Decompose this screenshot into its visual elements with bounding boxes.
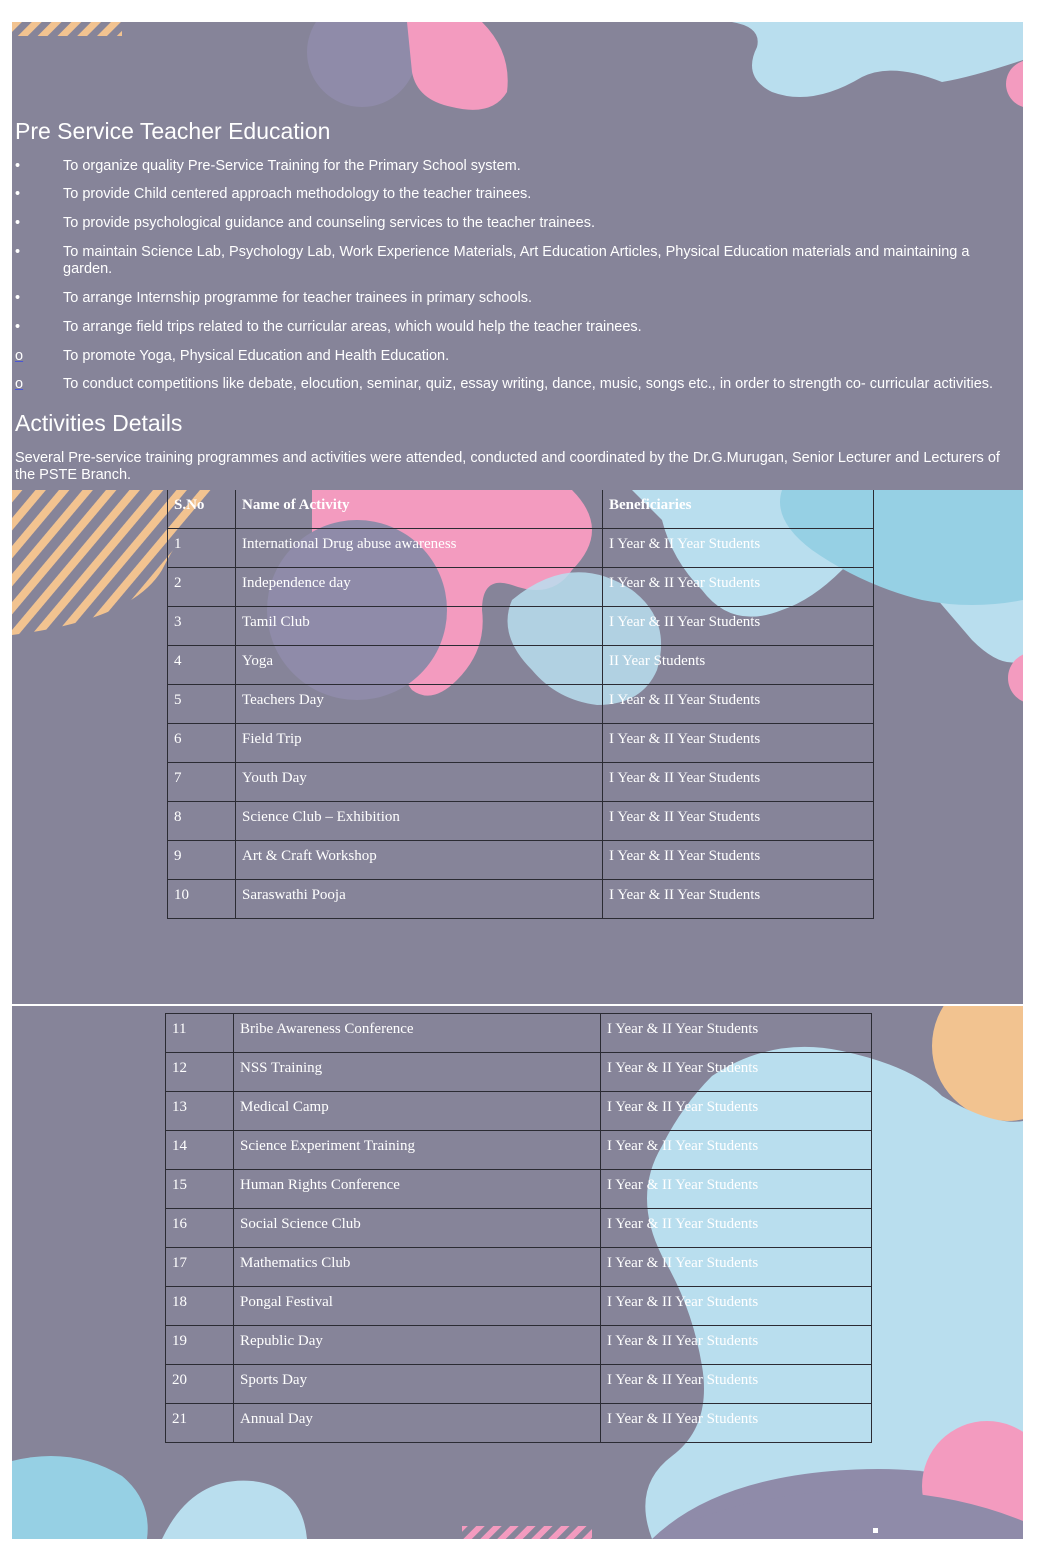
table-row [166, 1287, 872, 1326]
header-beneficiaries: Beneficiaries [603, 490, 874, 529]
cell-beneficiaries: I Year & II Year Students [601, 1287, 872, 1326]
table-row [166, 1404, 872, 1443]
sub-bullet-marker: o [15, 376, 24, 392]
table-row [166, 1131, 872, 1170]
cell-sno: 8 [168, 802, 236, 841]
cell-sno: 21 [166, 1404, 234, 1443]
cell-sno: 7 [168, 763, 236, 802]
table-row [168, 607, 874, 646]
cell-sno: 3 [168, 607, 236, 646]
header-sno: S.No [168, 490, 236, 529]
bullet-marker: • [15, 244, 21, 260]
table-row [168, 568, 874, 607]
cell-sno: 4 [168, 646, 236, 685]
bullet-marker: • [15, 215, 21, 231]
cell-beneficiaries: I Year & II Year Students [601, 1014, 872, 1053]
cell-activity: Independence day [236, 568, 603, 607]
page-panel-bottom [12, 1006, 1023, 1539]
cell-activity: NSS Training [234, 1053, 601, 1092]
page-title: Pre Service Teacher Education [15, 118, 331, 144]
table-row [168, 685, 874, 724]
cell-activity: Bribe Awareness Conference [234, 1014, 601, 1053]
cell-activity: Pongal Festival [234, 1287, 601, 1326]
table-row [166, 1092, 872, 1131]
cell-beneficiaries: I Year & II Year Students [601, 1209, 872, 1248]
objective-text: To arrange field trips related to the curricular areas, which would help the teacher trainees. [63, 319, 642, 335]
header-activity: Name of Activity [236, 490, 603, 529]
cell-beneficiaries: I Year & II Year Students [603, 802, 874, 841]
table-row [166, 1365, 872, 1404]
cell-activity: Mathematics Club [234, 1248, 601, 1287]
activities-table-part-1 [167, 490, 874, 919]
cell-sno: 13 [166, 1092, 234, 1131]
cell-beneficiaries: I Year & II Year Students [603, 841, 874, 880]
cell-sno: 19 [166, 1326, 234, 1365]
cell-activity: Field Trip [236, 724, 603, 763]
cell-sno: 20 [166, 1365, 234, 1404]
cell-sno: 18 [166, 1287, 234, 1326]
cell-beneficiaries: I Year & II Year Students [603, 685, 874, 724]
page-panel-middle [12, 490, 1023, 1004]
cell-activity: Saraswathi Pooja [236, 880, 603, 919]
objective-text: To promote Yoga, Physical Education and Health Education. [63, 348, 450, 364]
cell-sno: 12 [166, 1053, 234, 1092]
cell-activity: Yoga [236, 646, 603, 685]
cell-sno: 15 [166, 1170, 234, 1209]
table-resize-handle[interactable] [873, 1528, 878, 1533]
cell-beneficiaries: I Year & II Year Students [601, 1404, 872, 1443]
table-header-row [168, 490, 874, 529]
page-panel-top [12, 22, 1023, 490]
cell-beneficiaries: I Year & II Year Students [603, 763, 874, 802]
cell-beneficiaries: I Year & II Year Students [601, 1131, 872, 1170]
cell-activity: Science Experiment Training [234, 1131, 601, 1170]
cell-beneficiaries: I Year & II Year Students [603, 568, 874, 607]
objective-text: To provide psychological guidance and counseling services to the teacher trainees. [63, 215, 595, 231]
cell-sno: 1 [168, 529, 236, 568]
table-row [168, 529, 874, 568]
cell-beneficiaries: I Year & II Year Students [601, 1170, 872, 1209]
table-row [168, 763, 874, 802]
table-row [166, 1209, 872, 1248]
cell-beneficiaries: I Year & II Year Students [601, 1365, 872, 1404]
objective-text: To organize quality Pre-Service Training for the Primary School system. [63, 158, 521, 174]
cell-sno: 2 [168, 568, 236, 607]
bullet-marker: • [15, 186, 21, 202]
activities-intro: Several Pre-service training programmes and activities were attended, conducted and coordinated by the Dr.G.Murugan, Senior Lecturer and Lecturers of the PSTE Branch. [15, 450, 1000, 483]
cell-activity: Tamil Club [236, 607, 603, 646]
cell-activity: Sports Day [234, 1365, 601, 1404]
table-row [166, 1170, 872, 1209]
table-row [168, 880, 874, 919]
cell-activity: Youth Day [236, 763, 603, 802]
table-row [168, 841, 874, 880]
table-row [166, 1326, 872, 1365]
objective-text: To arrange Internship programme for teacher trainees in primary schools. [63, 290, 533, 306]
cell-beneficiaries: I Year & II Year Students [603, 724, 874, 763]
cell-beneficiaries: II Year Students [603, 646, 874, 685]
cell-activity: Medical Camp [234, 1092, 601, 1131]
cell-activity: Annual Day [234, 1404, 601, 1443]
cell-activity: Social Science Club [234, 1209, 601, 1248]
activities-table-part-2 [165, 1013, 872, 1443]
cell-sno: 5 [168, 685, 236, 724]
cell-beneficiaries: I Year & II Year Students [601, 1326, 872, 1365]
cell-activity: Art & Craft Workshop [236, 841, 603, 880]
cell-sno: 11 [166, 1014, 234, 1053]
objective-text: To conduct competitions like debate, elocution, seminar, quiz, essay writing, dance, music, songs etc., in order to strength co- curricular activities. [63, 376, 994, 392]
cell-beneficiaries: I Year & II Year Students [601, 1092, 872, 1131]
table-row [166, 1053, 872, 1092]
cell-beneficiaries: I Year & II Year Students [601, 1053, 872, 1092]
cell-beneficiaries: I Year & II Year Students [603, 529, 874, 568]
cell-sno: 16 [166, 1209, 234, 1248]
cell-sno: 17 [166, 1248, 234, 1287]
cell-sno: 14 [166, 1131, 234, 1170]
cell-sno: 10 [168, 880, 236, 919]
objective-text: To maintain Science Lab, Psychology Lab, Work Experience Materials, Art Education Articles, Physical Education materials and maintaining a garden. [63, 244, 970, 277]
table-row [168, 724, 874, 763]
cell-activity: Human Rights Conference [234, 1170, 601, 1209]
table-row [168, 802, 874, 841]
cell-activity: Teachers Day [236, 685, 603, 724]
bullet-marker: • [15, 290, 21, 306]
table-row [168, 646, 874, 685]
cell-sno: 6 [168, 724, 236, 763]
cell-beneficiaries: I Year & II Year Students [601, 1248, 872, 1287]
objective-text: To provide Child centered approach methodology to the teacher trainees. [63, 186, 532, 202]
table-row [166, 1248, 872, 1287]
cell-activity: Science Club – Exhibition [236, 802, 603, 841]
cell-activity: International Drug abuse awareness [236, 529, 603, 568]
sub-bullet-marker: o [15, 348, 24, 364]
activities-heading: Activities Details [15, 410, 183, 436]
cell-sno: 9 [168, 841, 236, 880]
cell-beneficiaries: I Year & II Year Students [603, 607, 874, 646]
bullet-marker: • [15, 319, 21, 335]
bullet-marker: • [15, 158, 21, 174]
table-row [166, 1014, 872, 1053]
cell-activity: Republic Day [234, 1326, 601, 1365]
cell-beneficiaries: I Year & II Year Students [603, 880, 874, 919]
